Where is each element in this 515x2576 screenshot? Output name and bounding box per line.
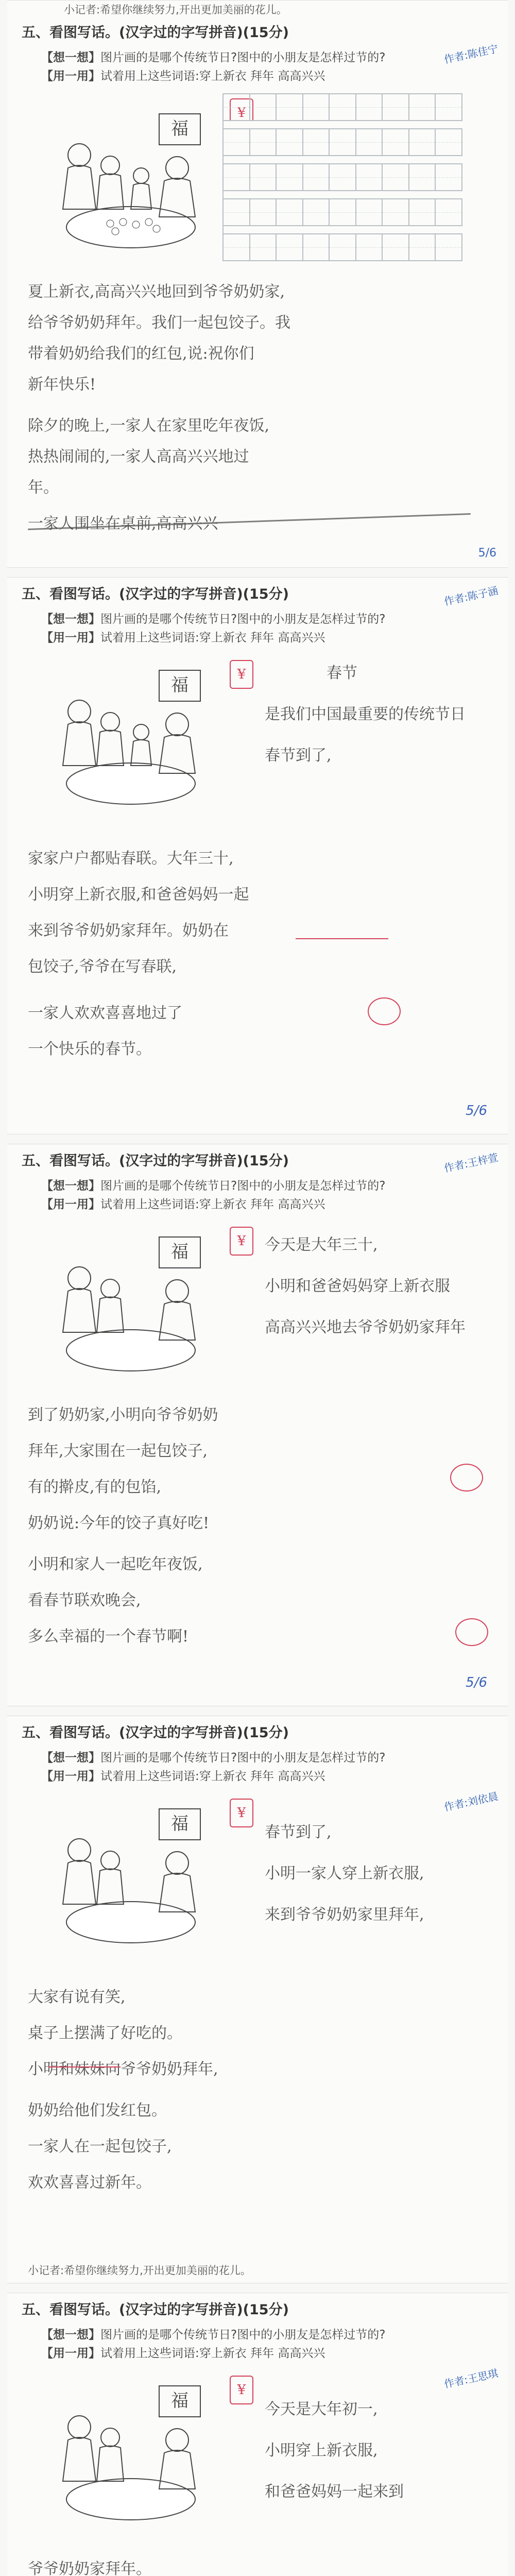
section-heading: 五、看图写话。(汉字过的字写拼音)(15分) — [22, 586, 289, 602]
score-mark: 5/6 — [466, 1675, 487, 1690]
handwritten-line: 一家人在一起包饺子, — [28, 2138, 172, 2156]
section-heading: 五、看图写话。(汉字过的字写拼音)(15分) — [22, 25, 289, 41]
family-illustration — [48, 98, 218, 268]
handwritten-line: 欢欢喜喜过新年。 — [28, 2174, 151, 2192]
prompt-think: 【想一想】图片画的是哪个传统节日?图中的小朋友是怎样过节的? — [41, 2328, 386, 2342]
section-heading: 五、看图写话。(汉字过的字写拼音)(15分) — [22, 1725, 289, 1741]
handwritten-line: 今天是大年初一, — [265, 2400, 378, 2418]
correction-circle — [450, 1464, 483, 1492]
prompt-use: 【用一用】试着用上这些词语:穿上新衣 拜年 高高兴兴 — [41, 1198, 325, 1211]
handwritten-line: 爷爷奶奶家拜年。 — [28, 2560, 151, 2576]
handwritten-line: 奶奶给他们发红包。 — [28, 2102, 167, 2120]
handwritten-line: 小明一家人穿上新衣服, — [265, 1865, 424, 1883]
family-illustration — [48, 1222, 218, 1392]
composition-sheet — [7, 0, 508, 568]
handwritten-line: 今天是大年三十, — [265, 1236, 378, 1254]
teacher-note: 小记者:希望你继续努力,开出更加美丽的花儿。 — [28, 2264, 251, 2277]
section-heading: 五、看图写话。(汉字过的字写拼音)(15分) — [22, 2302, 289, 2318]
prompt-think: 【想一想】图片画的是哪个传统节日?图中的小朋友是怎样过节的? — [41, 1179, 386, 1193]
handwritten-line: 春节到了, — [265, 1823, 332, 1841]
correction-mark — [296, 938, 388, 939]
svg-text:福: 福 — [171, 118, 188, 139]
family-illustration — [48, 1793, 218, 1963]
family-illustration — [48, 655, 218, 825]
handwritten-line: 小明穿上新衣服,和爸爸妈妈一起 — [28, 886, 249, 904]
author-name: 作者:陈子涵 — [443, 584, 500, 608]
handwritten-line: 年。 — [28, 479, 59, 497]
handwritten-line: 春节到了, — [265, 747, 332, 765]
prompt-use: 【用一用】试着用上这些词语:穿上新衣 拜年 高高兴兴 — [41, 1770, 325, 1783]
composition-sheet — [7, 2293, 508, 2576]
grade-stamp: ¥ — [230, 1799, 253, 1827]
grade-stamp: ¥ — [230, 660, 253, 689]
correction-circle — [455, 1618, 488, 1646]
handwritten-line: 家家户户都贴春联。大年三十, — [28, 850, 234, 868]
handwritten-line: 一个快乐的春节。 — [28, 1040, 151, 1058]
handwritten-line: 一家人围坐在桌前,高高兴兴 — [28, 515, 218, 533]
handwritten-line: 给爷爷奶奶拜年。我们一起包饺子。我 — [28, 314, 290, 332]
svg-text:福: 福 — [171, 1242, 188, 1262]
svg-text:福: 福 — [171, 2391, 188, 2411]
handwritten-line: 拜年,大家围在一起包饺子, — [28, 1442, 208, 1460]
prompt-use: 【用一用】试着用上这些词语:穿上新衣 拜年 高高兴兴 — [41, 2347, 325, 2360]
handwritten-line: 奶奶说:今年的饺子真好吃! — [28, 1514, 210, 1532]
handwritten-line: 多么幸福的一个春节啊! — [28, 1628, 189, 1646]
handwritten-line: 包饺子,爷爷在写春联, — [28, 958, 177, 976]
handwritten-line: 除夕的晚上,一家人在家里吃年夜饭, — [28, 417, 270, 435]
composition-sheet — [7, 1144, 508, 1706]
handwritten-line: 大家有说有笑, — [28, 1988, 126, 2006]
composition-sheet — [7, 577, 508, 1134]
handwritten-line: 带着奶奶给我们的红包,说:祝你们 — [28, 345, 254, 363]
family-illustration — [48, 2370, 218, 2540]
writing-grid — [222, 93, 462, 261]
handwritten-line: 新年快乐! — [28, 376, 96, 394]
handwritten-line: 是我们中国最重要的传统节日 — [265, 705, 466, 723]
grade-stamp: ¥ — [230, 1227, 253, 1256]
correction-mark — [48, 2066, 121, 2067]
handwritten-line: 小明和爸爸妈妈穿上新衣服 — [265, 1277, 450, 1295]
handwritten-line: 来到爷爷奶奶家里拜年, — [265, 1906, 424, 1924]
grade-stamp: ¥ — [230, 98, 253, 127]
handwritten-line: 高高兴兴地去爷爷奶奶家拜年 — [265, 1318, 466, 1336]
handwritten-line: 桌子上摆满了好吃的。 — [28, 2024, 182, 2042]
score-mark: 5/6 — [478, 547, 496, 560]
prompt-use: 【用一用】试着用上这些词语:穿上新衣 拜年 高高兴兴 — [41, 70, 325, 83]
handwritten-line: 有的擀皮,有的包馅, — [28, 1478, 162, 1496]
author-name: 作者:王思琪 — [443, 2367, 500, 2391]
handwritten-line: 来到爷爷奶奶家拜年。奶奶在 — [28, 922, 229, 940]
prompt-think: 【想一想】图片画的是哪个传统节日?图中的小朋友是怎样过节的? — [41, 1751, 386, 1765]
handwritten-line: 到了奶奶家,小明向爷爷奶奶 — [28, 1406, 218, 1424]
prompt-use: 【用一用】试着用上这些词语:穿上新衣 拜年 高高兴兴 — [41, 631, 325, 645]
section-heading: 五、看图写话。(汉字过的字写拼音)(15分) — [22, 1153, 289, 1169]
author-name: 作者:陈佳宁 — [443, 42, 500, 66]
correction-circle — [368, 997, 401, 1025]
handwritten-line: 小明和家人一起吃年夜饭, — [28, 1555, 203, 1573]
handwritten-line: 夏上新衣,高高兴兴地回到爷爷奶奶家, — [28, 283, 285, 301]
svg-text:福: 福 — [171, 1814, 188, 1834]
prompt-think: 【想一想】图片画的是哪个传统节日?图中的小朋友是怎样过节的? — [41, 51, 386, 64]
author-name: 作者:王梓萱 — [443, 1151, 500, 1175]
composition-sheet — [7, 1716, 508, 2283]
svg-text:福: 福 — [171, 675, 188, 696]
handwritten-line: 看春节联欢晚会, — [28, 1591, 141, 1609]
author-name: 作者:刘依晨 — [443, 1790, 500, 1814]
handwritten-line: 和爸爸妈妈一起来到 — [265, 2483, 404, 2501]
handwritten-line: 春节 — [327, 664, 357, 682]
handwritten-line: 小明和妹妹向爷爷奶奶拜年, — [28, 2060, 218, 2078]
teacher-note: 小记者:希望你继续努力,开出更加美丽的花儿。 — [64, 4, 287, 16]
score-mark: 5/6 — [466, 1103, 487, 1118]
handwritten-line: 一家人欢欢喜喜地过了 — [28, 1004, 182, 1022]
handwritten-line: 热热闹闹的,一家人高高兴兴地过 — [28, 448, 249, 466]
handwritten-line: 小明穿上新衣服, — [265, 2442, 378, 2460]
prompt-think: 【想一想】图片画的是哪个传统节日?图中的小朋友是怎样过节的? — [41, 613, 386, 626]
grade-stamp: ¥ — [230, 2376, 253, 2404]
